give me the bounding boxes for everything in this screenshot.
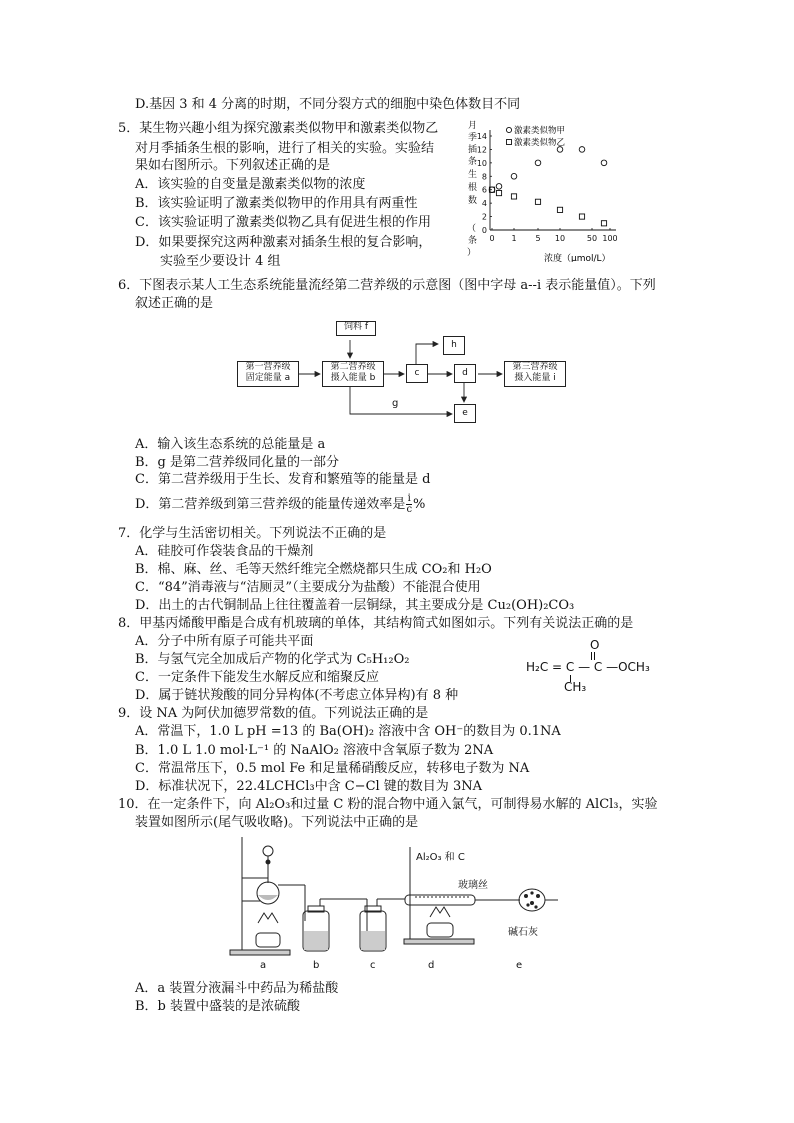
q5-option-a: A．该实验的自变量是激素类似物的浓度	[135, 177, 366, 192]
q6-stem-line2: 叙述正确的是	[135, 296, 214, 311]
chart-ylabel-char-4: 条	[468, 157, 478, 167]
q6-option-d-percent: %	[413, 497, 426, 512]
q5-option-b: B．该实验证明了激素类似物甲的作用具有两重性	[135, 196, 418, 211]
x-tick-label: 100	[602, 234, 618, 243]
q6-stem-line1: 6．下图表示某人工生态系统能量流经第二营养级的示意图（图中字母 a--i 表示能量值）。下列	[118, 278, 656, 293]
chart-legend	[506, 125, 565, 148]
formula-methyl: CH₃	[564, 680, 587, 694]
label-soda-lime: 碱石灰	[508, 927, 538, 938]
q5-scatter-chart	[466, 116, 634, 262]
q7-option-a: A．硅胶可作袋装食品的干燥剂	[135, 544, 314, 559]
y-tick-label: 14	[476, 132, 487, 141]
q7-option-c: C．“84”消毒液与“洁厕灵”（主要成分为盐酸）不能混合使用	[135, 580, 481, 595]
stand-base-a	[230, 950, 290, 955]
legend-marker-circle	[506, 127, 511, 132]
chart-ylabel-char-10: ）	[467, 248, 477, 258]
box-third-trophic-line2: 摄入能量 i	[514, 373, 556, 383]
legend-marker-square	[507, 140, 512, 145]
fraction-denominator: c	[406, 504, 413, 515]
y-tick-label: 12	[476, 145, 487, 155]
q6-option-a: A．输入该生态系统的总能量是 a	[135, 437, 326, 452]
point-jia	[579, 147, 585, 153]
label-b: b	[313, 960, 320, 971]
q6-option-b: B．g 是第二营养级同化量的一部分	[135, 455, 340, 470]
soda-lime-granule	[524, 894, 528, 898]
x-tick-label: 1	[511, 234, 517, 243]
lamp-d	[427, 923, 453, 937]
q10-option-a: A．a 装置分液漏斗中药品为稀盐酸	[135, 981, 339, 996]
box-first-trophic	[237, 361, 299, 387]
label-a: a	[260, 960, 267, 971]
formula-double-bond-2	[594, 652, 596, 660]
q7-option-b: B．棉、麻、丝、毛等天然纤维完全燃烧都只生成 CO₂和 H₂O	[135, 562, 492, 577]
box-c-label: c	[414, 368, 420, 378]
chart-ticks	[477, 132, 618, 243]
y-tick-label: 2	[481, 212, 487, 222]
formula-main-chain: H₂C = C — C —OCH₃	[526, 660, 650, 674]
q8-option-d: D．属于链状羧酸的同分异构体(不考虑立体异构)有 8 种	[135, 688, 459, 703]
x-tick-label: 5	[535, 234, 541, 243]
arrow-c-to-h	[416, 344, 438, 364]
point-jia	[496, 184, 502, 190]
box-third-trophic	[504, 361, 566, 387]
chart-ylabel-char-6: 根	[468, 183, 478, 193]
chart-ylabel-char-2: 季	[468, 133, 478, 143]
q5-option-d: D．如果要探究这两种激素对插条生根的复合影响，	[135, 235, 432, 250]
x-tick-label: 0	[489, 234, 495, 243]
soda-lime-granule	[534, 905, 537, 908]
flame-a	[258, 913, 278, 923]
q4-option-d: D.基因 3 和 4 分离的时期，不同分裂方式的细胞中染色体数目不同	[135, 97, 521, 112]
point-yi	[496, 190, 501, 195]
x-tick-label: 10	[554, 234, 566, 243]
chart-xlabel: 浓度（μmol/L）	[544, 254, 611, 262]
fraction-numerator: i	[407, 493, 411, 504]
q7-stem: 7．化学与生活密切相关。下列说法不正确的是	[118, 526, 387, 541]
label-d: d	[428, 960, 435, 971]
q8-option-b: B．与氢气完全加成后产物的化学式为 C₅H₁₂O₂	[135, 652, 410, 667]
soda-lime-granule	[530, 891, 533, 894]
point-jia	[601, 160, 607, 166]
box-e-label: e	[462, 408, 468, 418]
lamp-a	[256, 933, 280, 947]
q9-option-d: D．标准状况下，22.4LCHCl₃中含 C−Cl 键的数目为 3NA	[135, 779, 482, 794]
q9-option-c: C．常温常压下，0.5 mol Fe 和足量稀硝酸反应，转移电子数为 NA	[135, 761, 530, 776]
box-h-label: h	[451, 340, 457, 350]
legend-label-jia: 激素类似物甲	[514, 126, 566, 136]
q6-fraction	[406, 494, 412, 515]
structural-formula	[526, 640, 686, 696]
flask-liquid	[258, 895, 278, 900]
box-first-trophic-line2: 固定能量 a	[245, 373, 291, 383]
point-yi	[579, 214, 584, 219]
q8-option-c: C．一定条件下能发生水解反应和缩聚反应	[135, 670, 379, 685]
q10-option-b: B．b 装置中盛装的是浓硫酸	[135, 999, 301, 1014]
box-first-trophic-line1: 第一营养级	[245, 362, 291, 372]
chart-points	[489, 147, 607, 226]
point-yi	[535, 199, 540, 204]
y-tick-label: 6	[481, 185, 487, 195]
q5-stem-line2: 对月季插条生根的影响，进行了相关的实验。实验结	[135, 141, 435, 156]
label-c: c	[370, 960, 376, 971]
arrow-b-to-e-g	[350, 384, 452, 414]
q5-option-d-cont: 实验至少要设计 4 组	[160, 254, 281, 269]
funnel-bulb	[263, 846, 273, 856]
point-yi	[557, 207, 562, 212]
box-e	[454, 404, 476, 423]
liquid-b	[304, 931, 328, 950]
funnel-stopcock	[266, 860, 270, 864]
box-feed-f	[336, 321, 376, 336]
box-third-trophic-line1: 第三营养级	[512, 362, 558, 372]
round-flask	[257, 882, 279, 904]
label-al2o3-c: Al₂O₃ 和 C	[416, 852, 465, 863]
q9-option-b: B．1.0 L 1.0 mol·L⁻¹ 的 NaAlO₂ 溶液中含氧原子数为 2NA	[135, 743, 494, 758]
box-feed-f-label: 饲料 f	[343, 322, 369, 332]
formula-double-bond-1	[591, 652, 593, 660]
label-g: g	[392, 398, 399, 409]
q8-stem: 8．甲基丙烯酸甲酯是合成有机玻璃的单体，其结构简式如图如示。下列有关说法正确的是	[118, 616, 634, 631]
q7-option-d: D．出土的古代铜制品上往往覆盖着一层铜绿，其主要成分是 Cu₂(OH)₂CO₃	[135, 598, 575, 613]
y-tick-label: 4	[481, 199, 487, 209]
box-second-trophic-line2: 摄入能量 b	[330, 373, 376, 383]
chart-ylabel-char-5: 生	[468, 170, 478, 180]
q6-option-c: C．第二营养级用于生长、发育和繁殖等的能量是 d	[135, 472, 431, 487]
q6-option-d	[135, 494, 425, 515]
q8-option-a: A．分子中所有原子可能共平面	[135, 634, 314, 649]
y-tick-label: 8	[481, 172, 487, 182]
formula-oxygen: O	[590, 638, 600, 652]
q10-stem-line1: 10．在一定条件下，向 Al₂O₃和过量 C 粉的混合物中通入氯气，可制得易水解的 AlCl₃，实验	[118, 797, 658, 812]
chart-ylabel-char-1: 月	[468, 121, 478, 131]
y-tick-label: 10	[476, 158, 487, 168]
flame-d	[430, 907, 450, 917]
legend-label-yi: 激素类似物乙	[514, 138, 566, 148]
label-glass-wool: 玻璃丝	[458, 880, 488, 891]
q5-stem-line3: 果如右图所示。下列叙述正确的是	[135, 158, 331, 173]
point-yi	[601, 221, 606, 226]
soda-lime-granule	[536, 894, 540, 898]
box-d-label: d	[462, 368, 468, 378]
label-e: e	[516, 960, 523, 971]
chart-ylabel-char-8: （	[467, 224, 477, 234]
chart-ylabel-char-9: 条	[468, 236, 478, 246]
lab-apparatus	[220, 833, 570, 973]
point-jia	[535, 160, 541, 166]
q5-stem-line1: 5．某生物兴趣小组为探究激素类似物甲和激素类似物乙	[118, 121, 439, 136]
box-c	[406, 364, 428, 383]
box-second-trophic	[322, 361, 384, 387]
box-h	[443, 336, 465, 355]
x-tick-label: 50	[586, 234, 598, 243]
point-yi	[511, 194, 516, 199]
q5-option-c: C．该实验证明了激素类似物乙具有促进生根的作用	[135, 215, 431, 230]
chart-ylabel-char-7: 数	[468, 196, 478, 206]
soda-lime-granule	[530, 901, 534, 905]
soda-lime-granule	[526, 903, 529, 906]
box-second-trophic-line1: 第二营养级	[330, 362, 376, 372]
q9-stem: 9．设 NA 为阿伏加德罗常数的值。下列说法正确的是	[118, 706, 429, 721]
liquid-c	[361, 931, 385, 950]
box-d	[454, 364, 476, 383]
q9-option-a: A．常温下，1.0 L pH =13 的 Ba(OH)₂ 溶液中含 OH⁻的数目为 0.1NA	[135, 724, 561, 739]
chart-ylabel-char-3: 插	[468, 145, 478, 155]
y-tick-label: 0	[481, 226, 487, 235]
q10-stem-line2: 装置如图所示(尾气吸收略)。下列说法中正确的是	[135, 815, 419, 830]
point-jia	[511, 173, 517, 179]
q6-option-d-text: D．第二营养级到第三营养级的能量传递效率是	[135, 497, 406, 512]
stand-base-d	[404, 939, 474, 944]
